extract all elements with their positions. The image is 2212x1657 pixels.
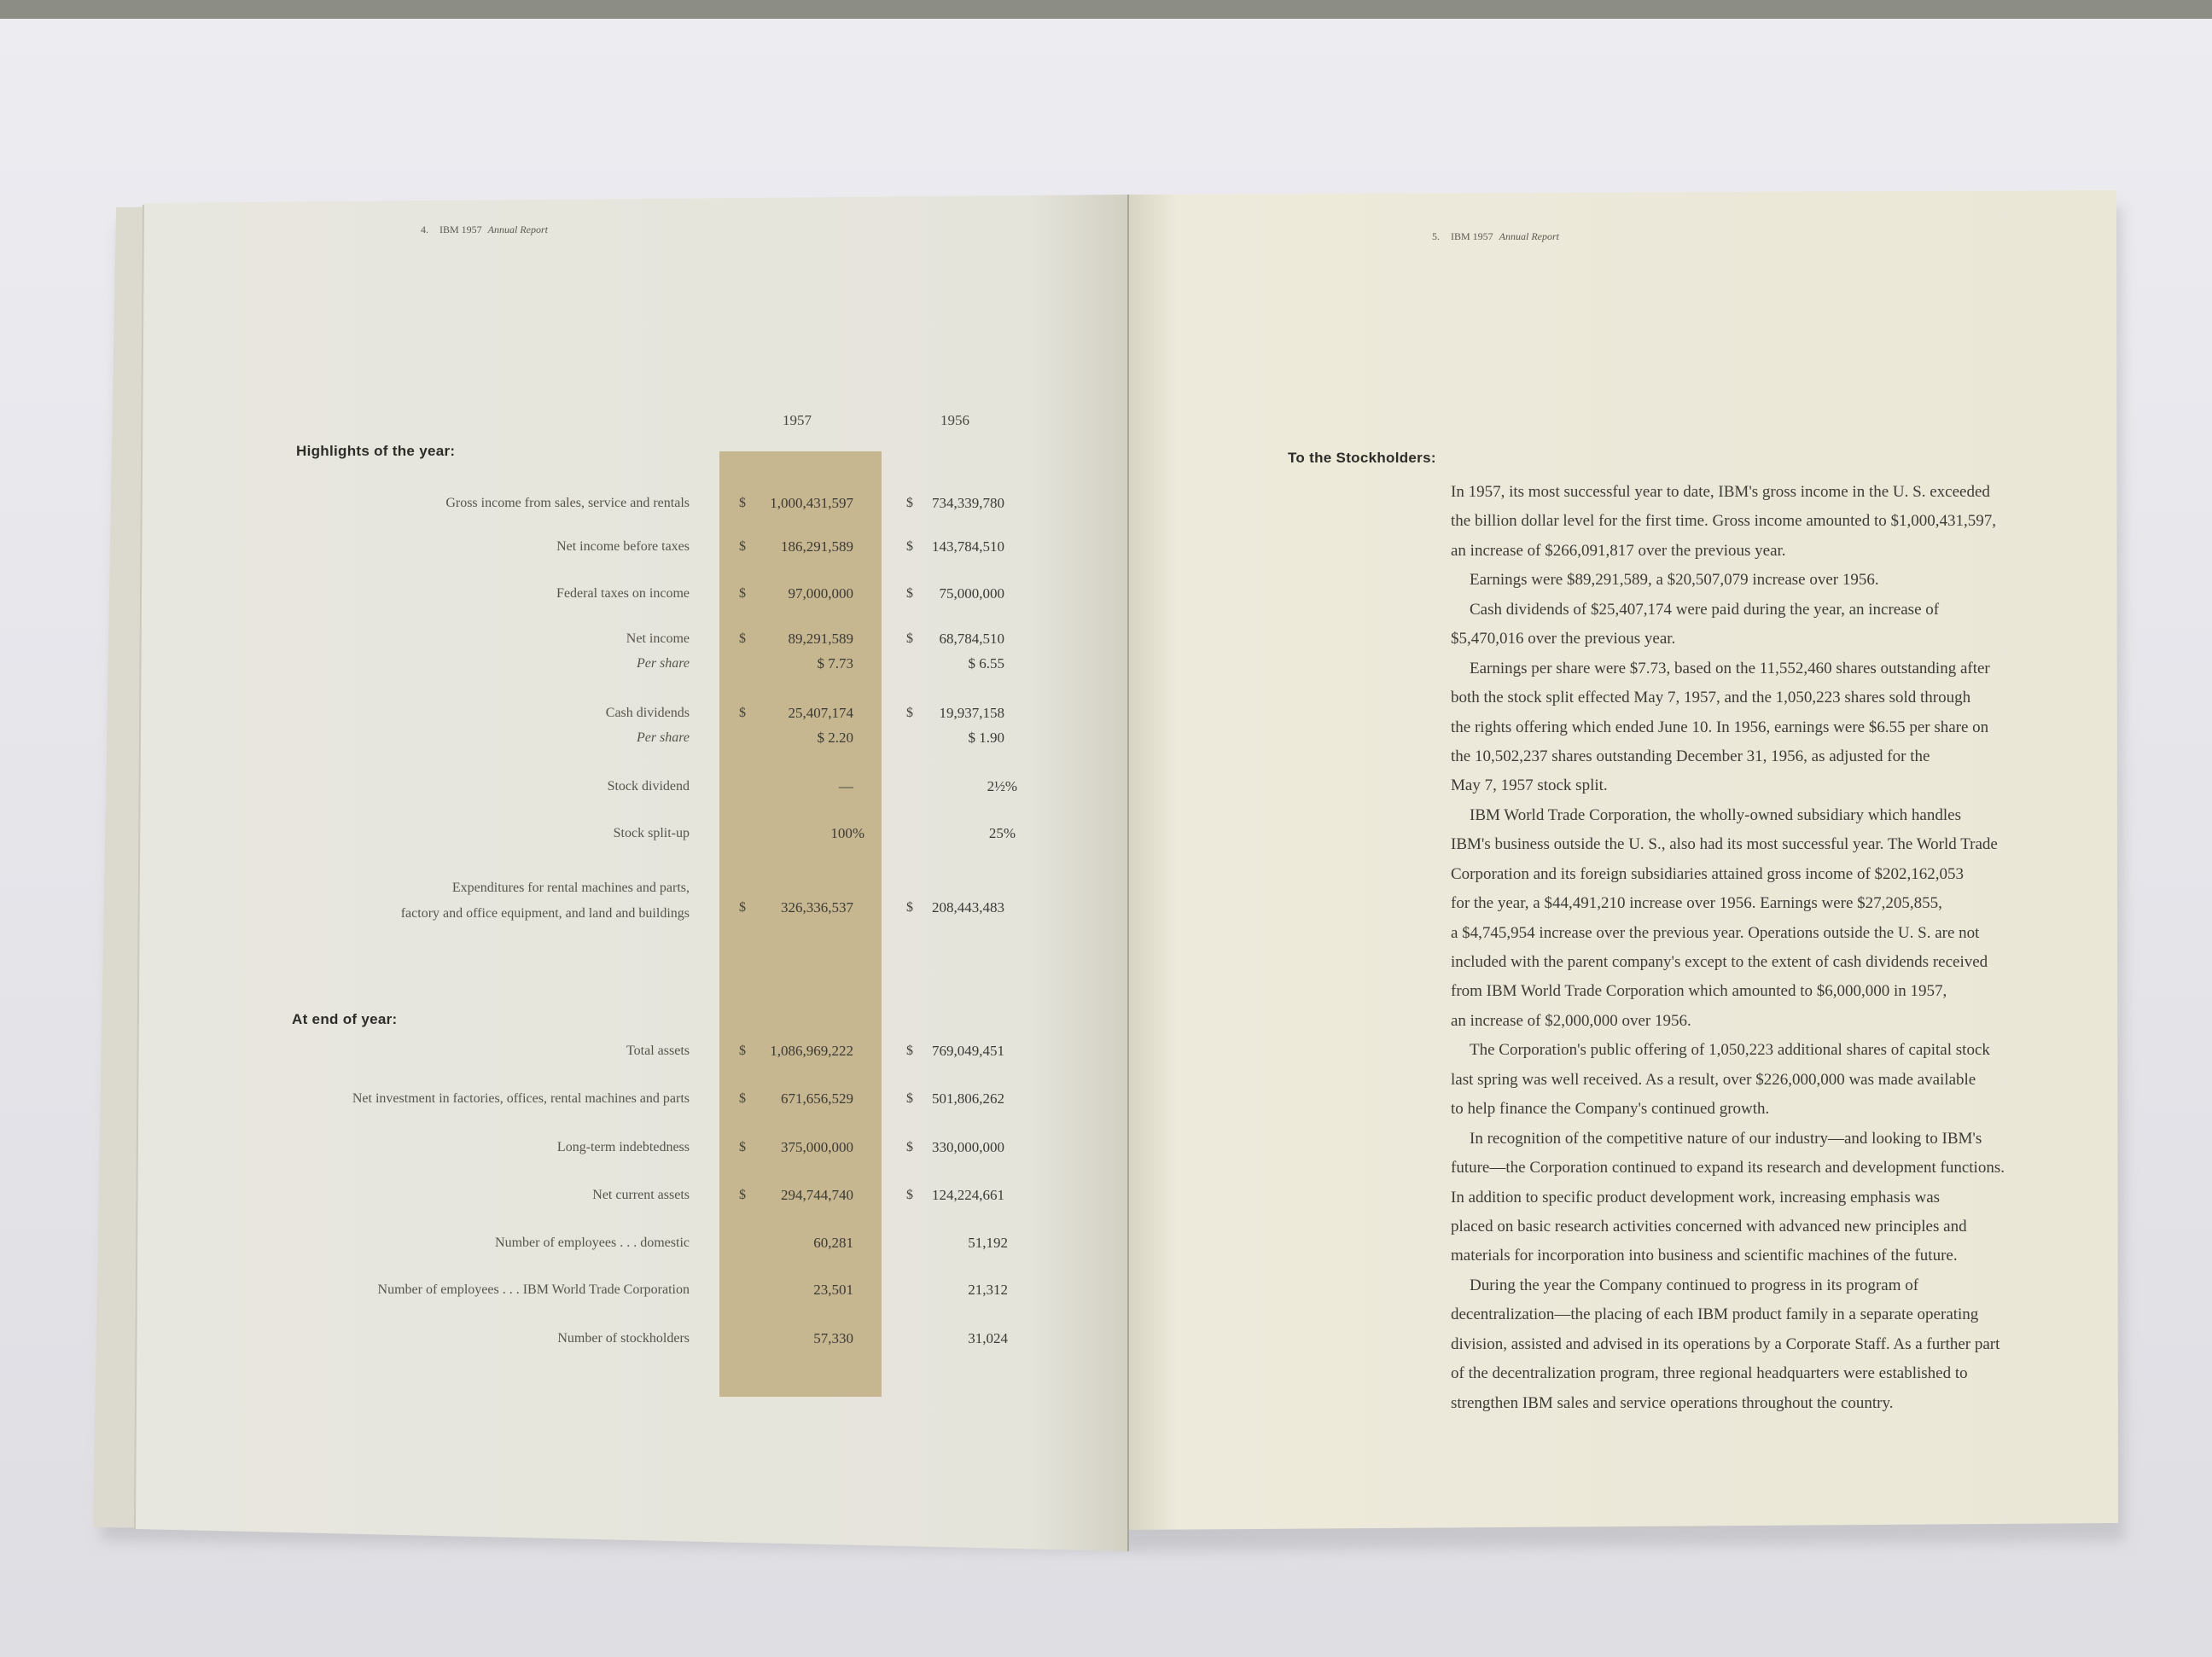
value-1956: $ 6.55 — [968, 655, 1004, 672]
text-line: a $4,745,954 increase over the previous year. Operations outside the U. S. are not — [1451, 923, 1980, 942]
column-header-1956: 1956 — [940, 412, 969, 428]
value-1956: 68,784,510 — [939, 631, 1004, 647]
text-line: $5,470,016 over the previous year. — [1451, 630, 1676, 648]
paragraph — [1451, 478, 2005, 566]
value-1956: $ 1.90 — [968, 730, 1004, 746]
highlight-row — [0, 584, 1128, 603]
value-1957: 671,656,529 — [781, 1090, 853, 1107]
value-1957: 60,281 — [813, 1235, 853, 1251]
row-label: Stock split-up — [613, 826, 690, 840]
highlight-row — [0, 494, 1128, 513]
text-line: Earnings per share were $7.73, based on the 11,552,460 shares outstanding after — [1470, 659, 1990, 677]
text-line: last spring was well received. As a result, over $226,000,000 was made available — [1451, 1070, 1976, 1089]
left-running-head — [421, 224, 556, 236]
highlight-row — [0, 777, 1128, 796]
text-line: to help finance the Company's continued growth. — [1451, 1100, 1770, 1119]
highlight-row — [0, 704, 1128, 723]
text-line: In addition to specific product development work, increasing emphasis was — [1451, 1188, 1941, 1206]
dollar-1957: $ — [739, 1140, 746, 1154]
text-line: In 1957, its most successful year to date, IBM's gross income in the U. S. exceeded — [1451, 483, 1990, 501]
end-of-year-row — [0, 1329, 1128, 1348]
dollar-1956: $ — [906, 496, 913, 510]
left-page-number: 4. — [421, 224, 428, 235]
dollar-1956: $ — [906, 1091, 913, 1106]
dollar-1956: $ — [906, 1188, 913, 1202]
text-line: decentralization—the placing of each IBM product family in a separate operating — [1451, 1305, 1979, 1324]
text-line: IBM's business outside the U. S., also had its most successful year. The World Trade — [1451, 835, 1998, 854]
value-1956: 734,339,780 — [932, 495, 1004, 511]
dollar-1956: $ — [906, 1140, 913, 1154]
text-line: During the year the Company continued to progress in its program of — [1470, 1276, 1919, 1294]
dollar-1957: $ — [739, 539, 746, 554]
text-line: Cash dividends of $25,407,174 were paid during the year, an increase of — [1470, 600, 1940, 619]
highlights-heading: Highlights of the year: — [296, 443, 456, 459]
row-label: Number of employees . . . domestic — [495, 1235, 690, 1250]
value-1957: — — [839, 778, 853, 794]
per-share-label: Per share — [636, 656, 690, 671]
row-label: Total assets — [626, 1044, 690, 1058]
value-1957: 100% — [830, 825, 864, 841]
text-line: for the year, a $44,491,210 increase over 1956. Earnings were $27,205,855, — [1451, 894, 1942, 913]
dollar-1956: $ — [906, 900, 913, 915]
dollar-1957: $ — [739, 1091, 746, 1106]
per-share-row — [0, 729, 1128, 747]
text-line: strengthen IBM sales and service operations throughout the country. — [1451, 1393, 1894, 1412]
paragraph — [1451, 566, 2005, 595]
left-running-title-italic: Annual Report — [487, 224, 548, 235]
stockholders-heading: To the Stockholders: — [1288, 450, 1436, 466]
end-of-year-row — [0, 1138, 1128, 1157]
dollar-1957: $ — [739, 1188, 746, 1202]
text-line: materials for incorporation into business and scientific machines of the future. — [1451, 1247, 1958, 1265]
value-1957: 1,000,431,597 — [770, 495, 853, 511]
text-line: the rights offering which ended June 10. In 1956, earnings were $6.55 per share on — [1451, 718, 1989, 736]
row-label: Number of employees . . . IBM World Trade Corporation — [377, 1282, 690, 1297]
right-running-title-italic: Annual Report — [1499, 230, 1559, 242]
text-line: Corporation and its foreign subsidiaries attained gross income of $202,162,053 — [1451, 864, 1965, 883]
dollar-1957: $ — [739, 496, 746, 510]
value-1957: 25,407,174 — [788, 705, 853, 721]
text-line: The Corporation's public offering of 1,050,223 additional shares of capital stock — [1470, 1041, 1990, 1060]
dollar-1957: $ — [739, 900, 746, 915]
right-page-number: 5. — [1432, 230, 1440, 242]
value-1956: 25% — [988, 825, 1016, 841]
column-header-1957: 1957 — [783, 412, 812, 428]
value-1957: 1,086,969,222 — [770, 1043, 853, 1059]
paragraph — [1451, 654, 2005, 801]
text-line: an increase of $266,091,817 over the previous year. — [1451, 541, 1786, 560]
right-running-head — [1432, 230, 1568, 243]
value-1957: 89,291,589 — [788, 631, 853, 647]
dollar-1956: $ — [906, 539, 913, 554]
value-1957: 326,336,537 — [781, 899, 853, 916]
dollar-1957: $ — [739, 631, 746, 646]
row-label: Net income before taxes — [556, 539, 690, 554]
text-line: included with the parent company's except to the extent of cash dividends received — [1451, 953, 1988, 971]
text-line: placed on basic research activities concerned with advanced new principles and — [1451, 1217, 1967, 1235]
text-line: Earnings were $89,291,589, a $20,507,079 increase over 1956. — [1470, 571, 1879, 590]
text-line: both the stock split effected May 7, 1957, and the 1,050,223 shares sold through — [1451, 689, 1971, 707]
row-label: Net income — [626, 631, 690, 646]
highlight-row — [0, 824, 1128, 843]
per-share-row — [0, 654, 1128, 673]
row-label: Gross income from sales, service and rentals — [445, 496, 690, 510]
value-1956: 2½% — [987, 778, 1017, 794]
end-of-year-row — [0, 1281, 1128, 1299]
text-line: from IBM World Trade Corporation which amounted to $6,000,000 in 1957, — [1451, 982, 1947, 1001]
per-share-label: Per share — [636, 730, 690, 745]
value-1956: 31,024 — [968, 1330, 1008, 1346]
end-of-year-row — [0, 1186, 1128, 1205]
dollar-1956: $ — [906, 1044, 913, 1058]
text-line: division, assisted and advised in its operations by a Corporate Staff. As a further part — [1451, 1334, 2000, 1353]
row-label: Number of stockholders — [557, 1331, 690, 1346]
value-1957: 57,330 — [813, 1330, 853, 1346]
top-edge-strip — [0, 0, 2212, 19]
highlight-row — [0, 881, 1128, 921]
value-1956: 769,049,451 — [932, 1043, 1004, 1059]
text-line: the billion dollar level for the first time. Gross income amounted to $1,000,431,597, — [1451, 512, 1997, 531]
value-1957: 23,501 — [813, 1282, 853, 1298]
right-running-title: IBM 1957 — [1451, 230, 1493, 242]
letter-body — [1451, 478, 2005, 1418]
dollar-1957: $ — [739, 586, 746, 601]
value-1956: 124,224,661 — [932, 1187, 1004, 1203]
text-line: In recognition of the competitive nature of our industry—and looking to IBM's — [1470, 1129, 1982, 1148]
value-1956: 21,312 — [968, 1282, 1008, 1298]
value-1957: 186,291,589 — [781, 538, 853, 555]
text-line: IBM World Trade Corporation, the wholly-owned subsidiary which handles — [1470, 805, 1961, 824]
value-1957: $ 7.73 — [817, 655, 853, 672]
text-line: future—the Corporation continued to expand its research and development functions. — [1451, 1159, 2005, 1177]
highlight-row — [0, 538, 1128, 556]
value-1957: 294,744,740 — [781, 1187, 853, 1203]
row-label: Net investment in factories, offices, rental machines and parts — [352, 1091, 690, 1106]
paragraph — [1451, 596, 2005, 654]
paragraph — [1451, 1125, 2005, 1271]
end-of-year-row — [0, 1090, 1128, 1108]
dollar-1956: $ — [906, 586, 913, 601]
row-label: Federal taxes on income — [556, 586, 690, 601]
paragraph — [1451, 1271, 2005, 1418]
text-line: of the decentralization program, three regional headquarters were established to — [1451, 1364, 1968, 1383]
value-1956: 19,937,158 — [939, 705, 1004, 721]
row-label: Expenditures for rental machines and parts, — [451, 881, 690, 895]
paragraph — [1451, 1036, 2005, 1124]
row-label: Net current assets — [592, 1188, 690, 1202]
left-running-title: IBM 1957 — [439, 224, 482, 235]
value-1956: 143,784,510 — [932, 538, 1004, 555]
value-1957: 375,000,000 — [781, 1139, 853, 1155]
value-1957: $ 2.20 — [817, 730, 853, 746]
value-1957: 97,000,000 — [788, 585, 853, 602]
row-label-continued: factory and office equipment, and land and buildings — [400, 906, 690, 921]
row-label: Stock dividend — [607, 779, 690, 794]
value-1956: 75,000,000 — [939, 585, 1004, 602]
dollar-1956: $ — [906, 631, 913, 646]
text-line: May 7, 1957 stock split. — [1451, 776, 1608, 795]
row-label: Cash dividends — [605, 706, 690, 720]
dollar-1956: $ — [906, 706, 913, 720]
paragraph — [1451, 801, 2005, 1037]
value-1956: 51,192 — [968, 1235, 1008, 1251]
end-of-year-heading: At end of year: — [292, 1011, 398, 1027]
text-line: the 10,502,237 shares outstanding December 31, 1956, as adjusted for the — [1451, 747, 1930, 765]
end-of-year-row — [0, 1234, 1128, 1253]
row-label: Long-term indebtedness — [556, 1140, 690, 1154]
value-1956: 330,000,000 — [932, 1139, 1004, 1155]
end-of-year-row — [0, 1042, 1128, 1061]
dollar-1957: $ — [739, 1044, 746, 1058]
highlight-row — [0, 630, 1128, 648]
value-1956: 501,806,262 — [932, 1090, 1004, 1107]
dollar-1957: $ — [739, 706, 746, 720]
value-1956: 208,443,483 — [932, 899, 1004, 916]
text-line: an increase of $2,000,000 over 1956. — [1451, 1011, 1691, 1030]
